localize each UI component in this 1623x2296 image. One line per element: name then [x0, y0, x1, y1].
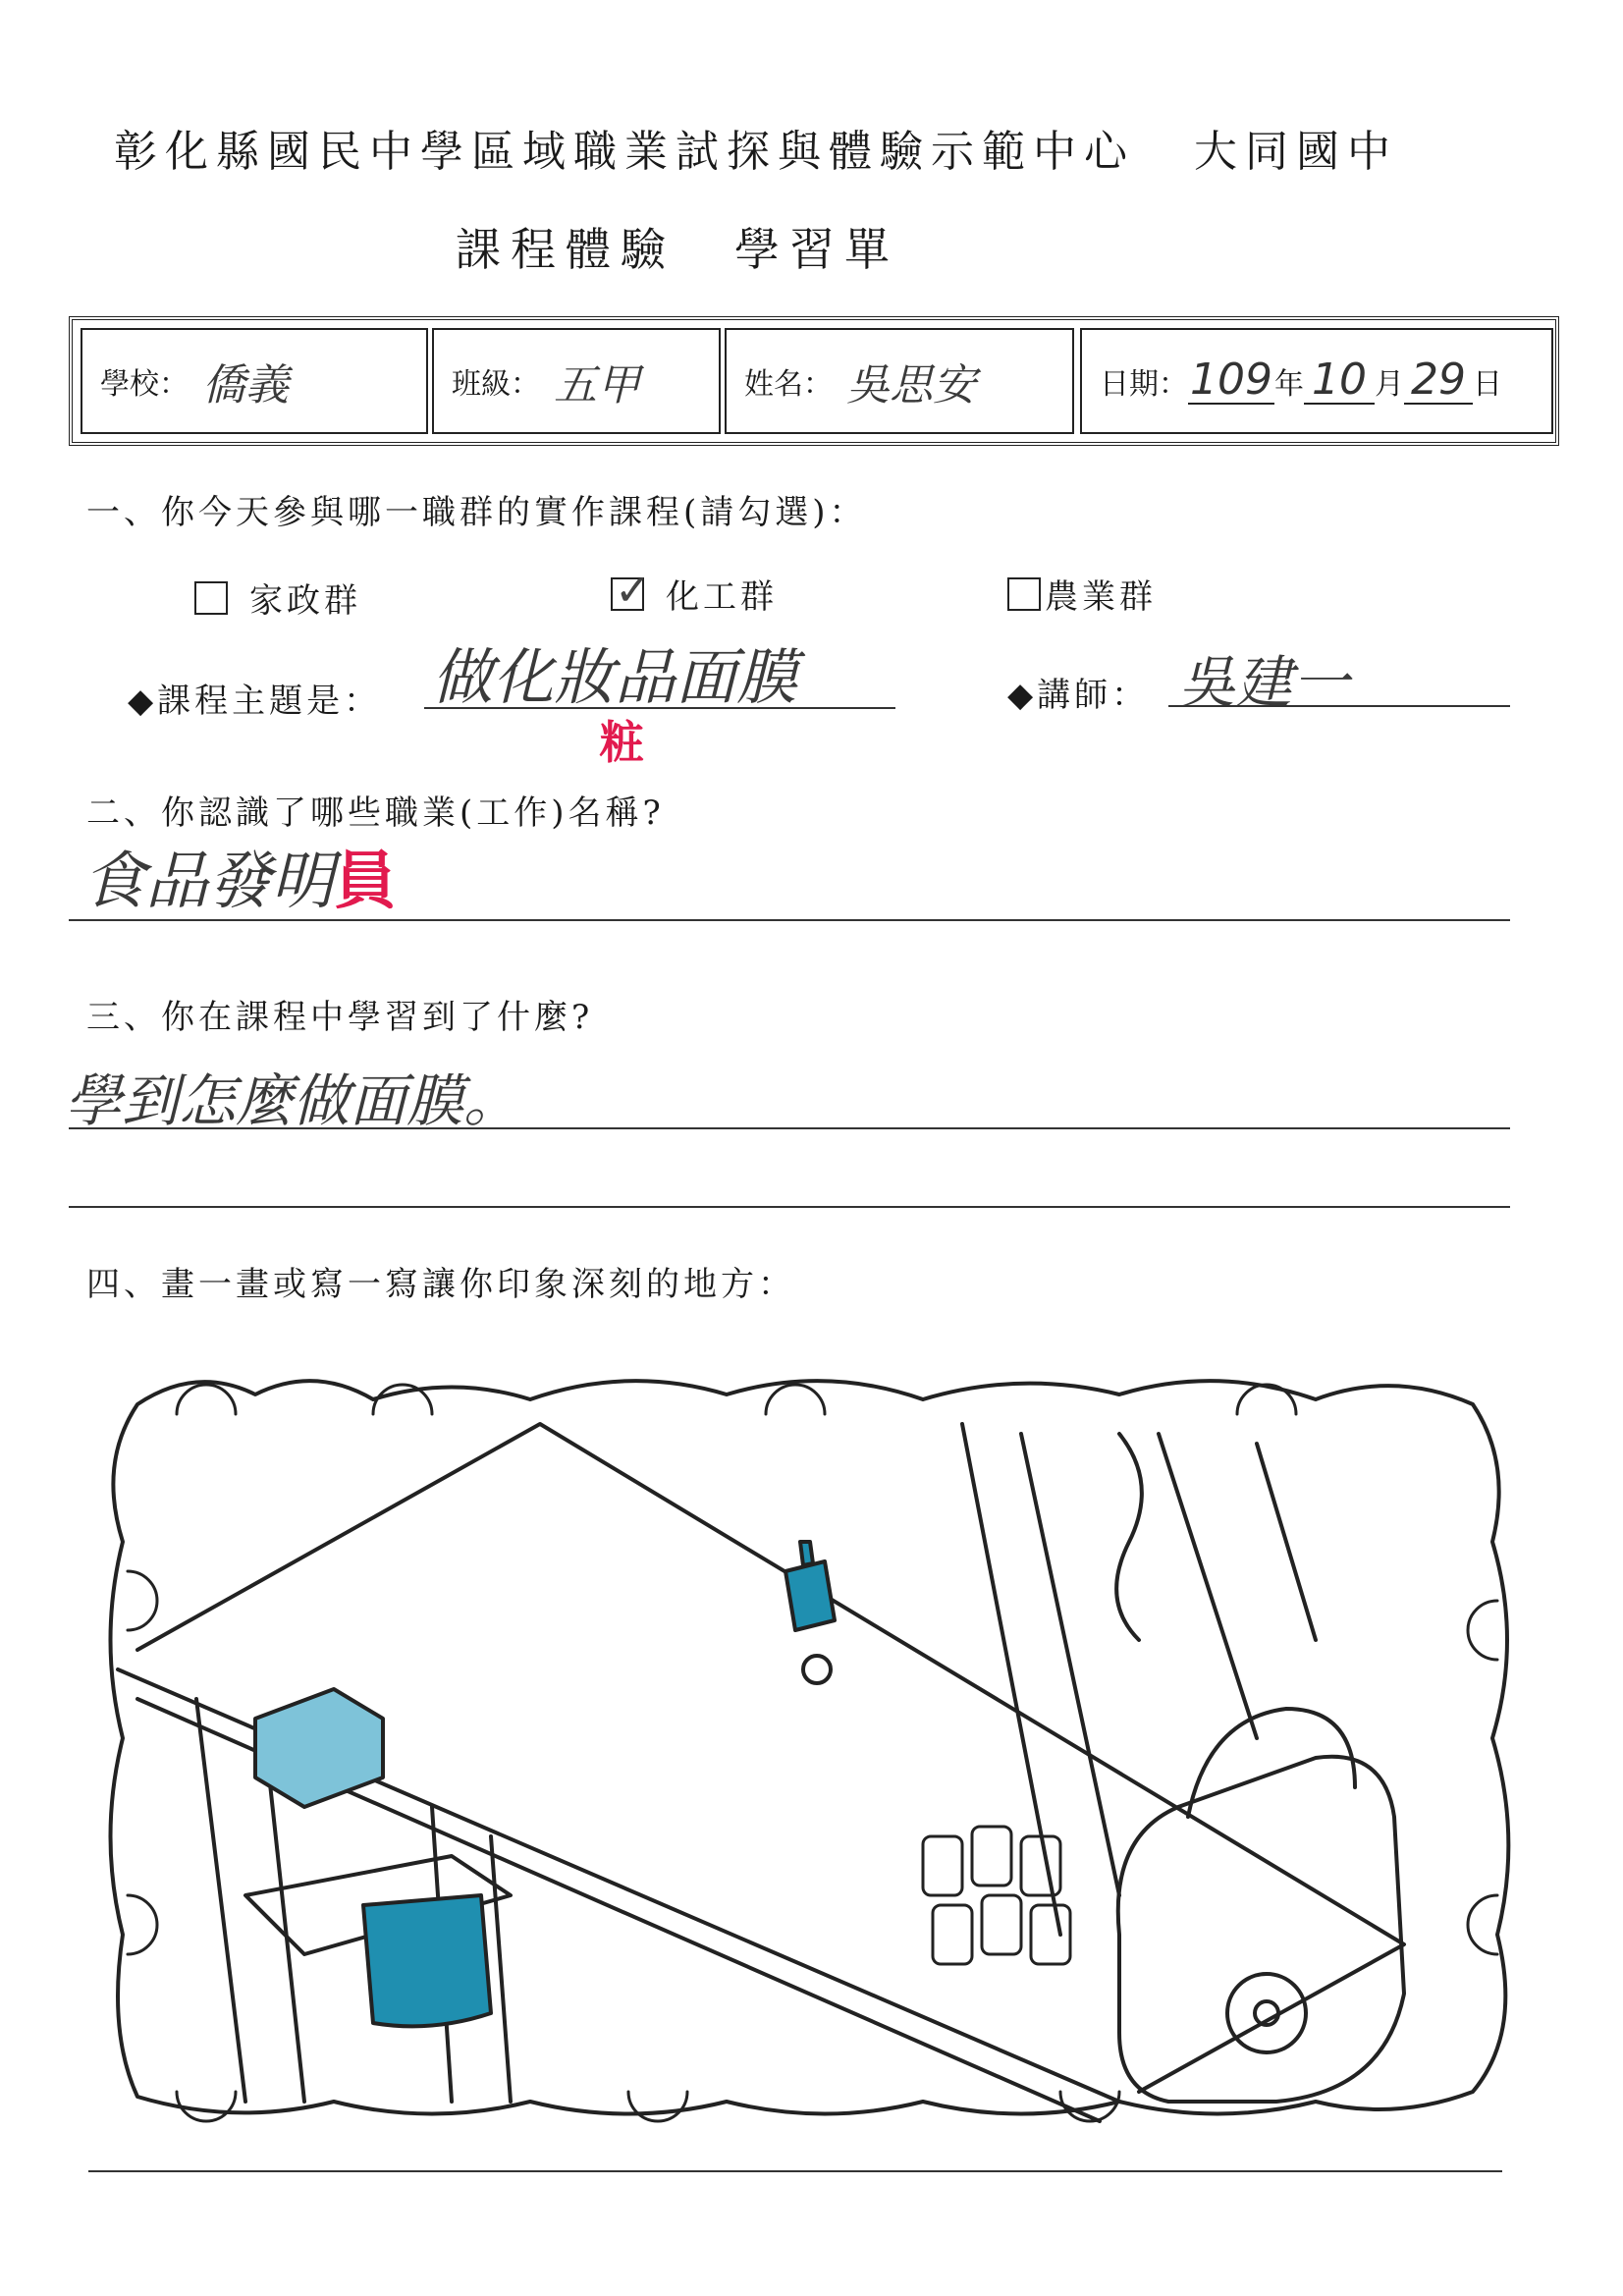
bottom-line: [88, 2170, 1502, 2172]
school-cell: [81, 328, 428, 434]
answer-2-line: [69, 919, 1510, 921]
teacher-underline: [1168, 705, 1510, 707]
name-value[interactable]: 吳思安: [846, 360, 976, 410]
checkbox-chemical-engineering[interactable]: [611, 565, 655, 616]
answer-3-line-2: [69, 1206, 1510, 1208]
option-label-agriculture: 農業群: [1045, 577, 1157, 617]
page-title: [0, 116, 1512, 179]
question-2: 二、你認識了哪些職業(工作)名稱?: [86, 793, 665, 833]
name-cell: [725, 328, 1074, 434]
question-1: 一、你今天參與哪一職群的實作課程(請勾選)：: [86, 493, 867, 532]
answer-3[interactable]: 學到怎麼做面膜。: [65, 1067, 521, 1134]
page-subtitle: [0, 214, 1355, 279]
teacher-value[interactable]: 吳建一: [1178, 649, 1350, 716]
class-value[interactable]: 五甲: [554, 360, 640, 410]
month-value[interactable]: 10: [1304, 357, 1375, 405]
month-unit: 月: [1375, 367, 1404, 402]
info-table: [69, 316, 1559, 446]
year-unit: 年: [1274, 367, 1304, 402]
date-cell: [1080, 328, 1553, 434]
beaker-drawing: [363, 1895, 491, 2026]
option-label-home-economics: 家政群: [249, 581, 361, 621]
student-drawing: [79, 1345, 1571, 2151]
option-agriculture[interactable]: [1007, 570, 1157, 618]
topic-correction: 粧: [599, 716, 644, 769]
checkbox-home-economics[interactable]: [194, 581, 228, 615]
answer-2-correction: 員: [334, 846, 397, 918]
subtitle-course: 課程體驗: [456, 223, 676, 276]
school-value[interactable]: 僑義: [202, 360, 289, 410]
bottle-drawing: [785, 1542, 835, 1630]
teacher-label: ◆講師：: [1007, 676, 1150, 715]
year-value[interactable]: 109: [1188, 357, 1274, 405]
day-unit: 日: [1473, 367, 1502, 402]
class-cell: [432, 328, 721, 434]
school-label: 學校：: [100, 367, 189, 402]
container-drawing: [255, 1689, 383, 1807]
title-center-name: 彰化縣國民中學區域職業試探與體驗示範中心: [114, 127, 1135, 177]
backpack-drawing: [1118, 1709, 1404, 2102]
subtitle-worksheet: 學習單: [734, 223, 899, 276]
question-3: 三、你在課程中學習到了什麼?: [86, 998, 594, 1037]
answer-3-line-1: [69, 1127, 1510, 1129]
option-chemical-engineering[interactable]: [611, 565, 778, 618]
option-home-economics[interactable]: [194, 574, 361, 622]
day-value[interactable]: 29: [1404, 357, 1473, 405]
title-school-name: 大同國中: [1194, 127, 1398, 177]
date-label: 日期：: [1100, 367, 1188, 402]
checkbox-agriculture[interactable]: [1007, 577, 1041, 611]
name-label: 姓名：: [744, 367, 833, 402]
option-label-chemical-engineering: 化工群: [666, 577, 778, 617]
answer-2[interactable]: [82, 831, 397, 921]
answer-2-text: 食品發明: [82, 846, 334, 918]
small-cap-drawing: [803, 1656, 831, 1683]
checkmark-icon: ✓: [615, 565, 655, 616]
jars-drawing: [923, 1827, 1070, 1964]
topic-underline: [424, 707, 895, 709]
class-label: 班級：: [452, 367, 540, 402]
question-4: 四、畫一畫或寫一寫讓你印象深刻的地方：: [86, 1265, 795, 1304]
topic-value[interactable]: 做化妝品面膜: [432, 641, 798, 713]
topic-label: ◆課程主題是：: [128, 682, 382, 721]
